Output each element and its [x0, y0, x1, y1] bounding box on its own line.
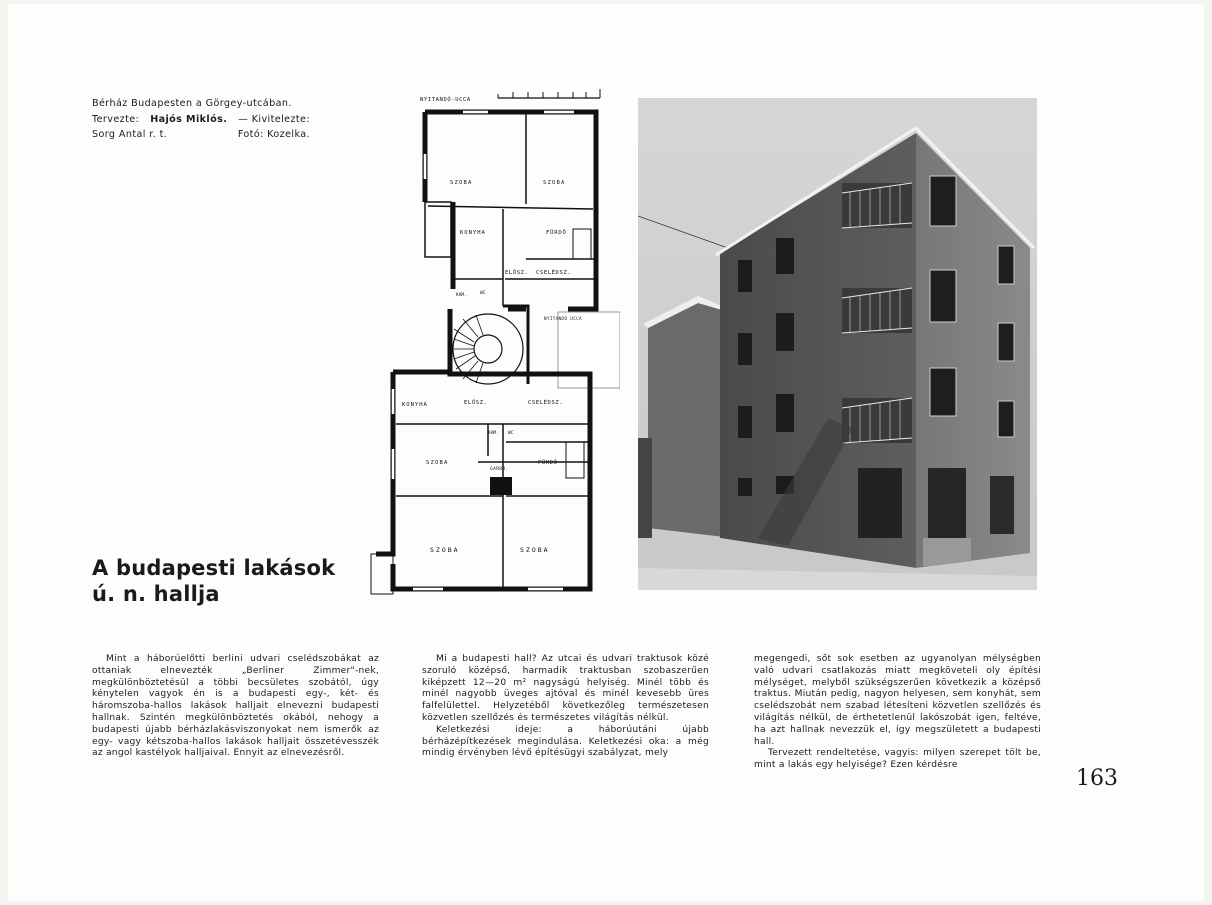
text-column-2: [422, 654, 709, 760]
caption-photo-credit: Fotó: Kozelka.: [237, 129, 310, 140]
paragraph: megengedi, sőt sok esetben az ugyanolyan mélységben való udvari csatlakozás miatt megköveteli oly építési mélységet, melyből szükségszerűen következik a középső traktus. Miután pedig, nagyon helyesen, sem konyhát, sem cselédszobát nem szabad létesíteni közvetlen szellőzés és világítás nélkül, de érthetetlenül lakószobát igen, feltéve, ha azt hallnak nevezzük el, így megszületett a budapesti hall.: [754, 654, 1041, 747]
text-column-1: [92, 654, 379, 760]
street-label: NYITANDÓ-UCCA: [420, 97, 471, 103]
scale-bar-icon: [498, 89, 600, 98]
room-label: SZOBA: [520, 546, 550, 554]
caption-line-2: [92, 112, 310, 128]
room-label: ELŐSZ.: [464, 400, 488, 406]
room-label: FÜRDŐ: [538, 460, 558, 466]
room-label: FÜRDŐ: [546, 230, 567, 236]
article-title: [92, 555, 335, 607]
room-label: KAM.: [488, 431, 499, 436]
room-label: WC: [508, 431, 514, 436]
caption-builder: Sorg Antal r. t.: [92, 129, 168, 140]
caption-architect: Hajós Miklós.: [150, 113, 228, 125]
room-label: ELŐSZ.: [505, 270, 529, 276]
caption-builder-label: — Kivitelezte:: [238, 113, 310, 125]
caption-line-3: [92, 127, 310, 143]
room-label: GARDR.: [490, 467, 509, 472]
room-label: SZOBA: [543, 180, 566, 186]
paragraph: Keletkezési ideje: a háborúutáni újabb bérházépítkezések megindulása. Keletkezési oka: a még mindig érvényben lévő építésügyi szabályzat, mely: [422, 724, 709, 759]
photo-caption: [92, 96, 310, 143]
building-illustration: [638, 98, 1037, 590]
paragraph: Mi a budapesti hall? Az utcai és udvari traktusok közé szoruló középső, harmadik traktusban szobaszerűen kiképzett 12—20 m² nagyságú helyiség. Minél több és minél nagyobb üveges ajtóval és minél kevesebb üres falfelülettel. Helyzetéből következőleg természetesen közvetlen szellőzés és természetes világítás nélkül.: [422, 654, 709, 723]
page: [8, 4, 1204, 901]
room-label: CSELÉDSZ.: [536, 270, 572, 276]
room-label: SZOBA: [430, 546, 460, 554]
room-label: CSELÉDSZ.: [528, 400, 564, 406]
room-label: KAM.: [456, 293, 467, 298]
paragraph: Tervezett rendeltetése, vagyis: milyen szerepet tölt be, mint a lakás egy helyisége? Ezen kérdésre: [754, 748, 1041, 771]
paragraph: Mint a háborúelőtti berlini udvari cselédszobákat az ottaniak elnevezték „Berliner Zimmer"-nek, megkülönböztetésül a többi becsületes szobától, úgy kénytelen vagyok én is a budapesti egy-, két- és háromszoba-hallos lakások halljait elnevezni budapesti hallnak. Szintén megkülönböztetés okából, nehogy a budapesti újabb bérházlakásviszonyokat nem ismerők az egy- vagy kétszoba-hallos lakások halljait összetévesszék az angol kastélyok halljaival. Ennyit az elnevezésről.: [92, 654, 379, 759]
room-label: WC: [480, 291, 486, 296]
room-label: SZOBA: [426, 460, 449, 466]
building-photo: [638, 98, 1037, 590]
room-label: KONYHA: [402, 402, 428, 408]
title-line-2: ú. n. hallja: [92, 582, 220, 606]
caption-line-1: Bérház Budapesten a Görgey-utcában.: [92, 98, 292, 109]
room-label: KONYHA: [460, 230, 486, 236]
room-label: SZOBA: [450, 180, 473, 186]
side-street-label: NYITANDÓ UCCA: [544, 316, 582, 321]
title-line-1: A budapesti lakások: [92, 556, 336, 580]
page-number: 163: [1076, 766, 1118, 791]
caption-designed-label: Tervezte:: [92, 113, 140, 125]
text-column-3: [754, 654, 1041, 772]
floor-plan: [368, 84, 620, 599]
